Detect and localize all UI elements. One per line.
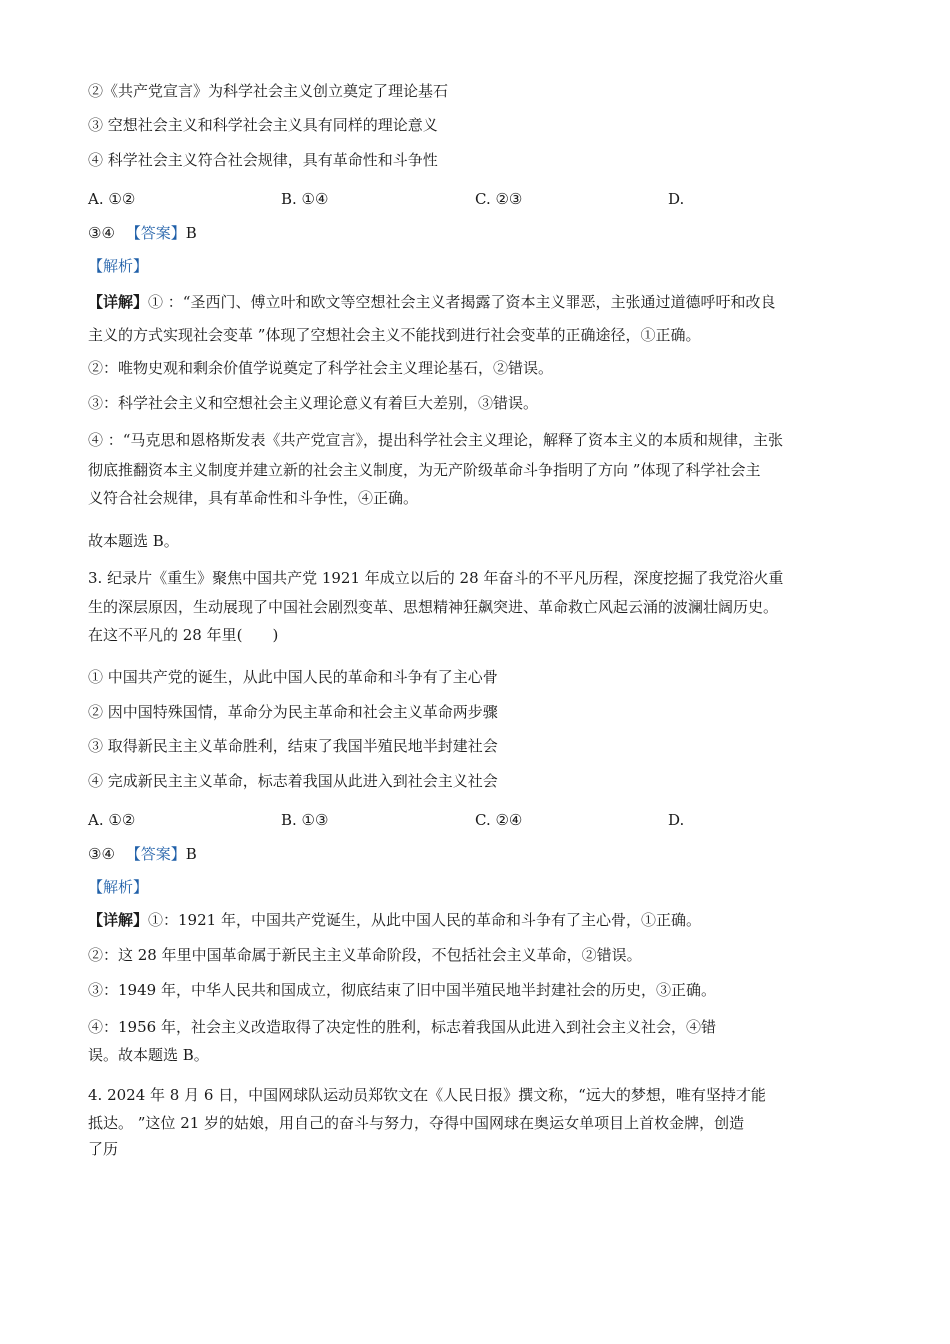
q2-detail-line-6: 彻底推翻资本主义制度并建立新的社会主义制度，为无产阶级革命斗争指明了方向 ”体现了科学社会主 <box>88 461 761 479</box>
q2-option-d: D. <box>668 190 685 208</box>
q2-detail-line-1 <box>88 292 775 312</box>
q2-answer-line <box>88 223 197 243</box>
q2-option-c: C. ②③ <box>475 190 523 208</box>
q2-option-d-value: ③④ <box>88 224 115 242</box>
q2-detail-line-4: ③：科学社会主义和空想社会主义理论意义有着巨大差别，③错误。 <box>88 394 539 412</box>
q3-stem-line-2: 生的深层原因，生动展现了中国社会剧烈变革、思想精神狂飙突进、革命救亡风起云涌的波澜壮阔历史。 <box>88 598 779 616</box>
q3-detail-text-1: ①：1921 年，中国共产党诞生，从此中国人民的革命和斗争有了主心骨，①正确。 <box>148 911 701 929</box>
q2-detail-line-7: 义符合社会规律，具有革命性和斗争性，④正确。 <box>88 489 419 507</box>
q2-detail-label: 【详解】 <box>88 293 149 311</box>
q3-option-d-value: ③④ <box>88 845 115 863</box>
q3-detail-label: 【详解】 <box>88 911 149 929</box>
q4-stem-line-3: 了历 <box>88 1140 119 1158</box>
q2-statement-4: ④ 科学社会主义符合社会规律，具有革命性和斗争性 <box>88 151 438 169</box>
q2-conclusion: 故本题选 B。 <box>88 532 179 550</box>
q3-statement-3: ③ 取得新民主主义革命胜利，结束了我国半殖民地半封建社会 <box>88 737 498 755</box>
q2-statement-3: ③ 空想社会主义和科学社会主义具有同样的理论意义 <box>88 116 438 134</box>
q3-option-d: D. <box>668 811 685 829</box>
q2-detail-line-2: 主义的方式实现社会变革 ”体现了空想社会主义不能找到进行社会变革的正确途径，①正确。 <box>88 326 701 344</box>
q2-detail-text-1: ① ：“圣西门、傅立叶和欧文等空想社会主义者揭露了资本主义罪恶，主张通过道德呼吁和改良 <box>148 293 776 311</box>
q2-answer-label: 【答案】 <box>125 224 186 242</box>
q3-stem-line-3: 在这不平凡的 28 年里( ) <box>88 626 279 644</box>
q3-detail-line-2: ②：这 28 年里中国革命属于新民主主义革命阶段，不包括社会主义革命，②错误。 <box>88 946 642 964</box>
q3-answer-label: 【答案】 <box>125 845 186 863</box>
q3-option-a: A. ①② <box>88 811 136 829</box>
q2-statement-2: ②《共产党宣言》为科学社会主义创立奠定了理论基石 <box>88 82 449 100</box>
q3-statement-4: ④ 完成新民主主义革命，标志着我国从此进入到社会主义社会 <box>88 772 498 790</box>
q2-detail-line-3: ②：唯物史观和剩余价值学说奠定了科学社会主义理论基石，②错误。 <box>88 359 554 377</box>
q3-analysis-label: 【解析】 <box>88 878 149 896</box>
q3-option-b: B. ①③ <box>281 811 329 829</box>
q4-stem-line-1: 4. 2024 年 8 月 6 日，中国网球队运动员郑钦文在《人民日报》撰文称，“远大的梦想，唯有坚持才能 <box>88 1086 766 1104</box>
q3-detail-line-1 <box>88 910 701 930</box>
q3-option-c: C. ②④ <box>475 811 523 829</box>
q2-analysis-label: 【解析】 <box>88 257 149 275</box>
q3-detail-line-4: ④：1956 年，社会主义改造取得了决定性的胜利，标志着我国从此进入到社会主义社会，④错 <box>88 1018 716 1036</box>
q2-option-a: A. ①② <box>88 190 136 208</box>
q3-stem-line-1: 3. 纪录片《重生》聚焦中国共产党 1921 年成立以后的 28 年奋斗的不平凡历程，深度挖掘了我党浴火重 <box>88 569 784 587</box>
q3-answer-line <box>88 844 197 864</box>
q2-answer-value: B <box>185 224 197 242</box>
q3-statement-2: ② 因中国特殊国情，革命分为民主革命和社会主义革命两步骤 <box>88 703 498 721</box>
q3-answer-value: B <box>185 845 197 863</box>
q2-detail-line-5: ④ ：“马克思和恩格斯发表《共产党宣言》，提出科学社会主义理论，解释了资本主义的本质和规律，主张 <box>88 431 783 449</box>
q2-option-b: B. ①④ <box>281 190 329 208</box>
q3-detail-line-3: ③：1949 年，中华人民共和国成立，彻底结束了旧中国半殖民地半封建社会的历史，③正确。 <box>88 981 716 999</box>
q3-statement-1: ① 中国共产党的诞生，从此中国人民的革命和斗争有了主心骨 <box>88 668 498 686</box>
q4-stem-line-2: 抵达。 ”这位 21 岁的姑娘，用自己的奋斗与努力，夺得中国网球在奥运女单项目上首枚金牌，创造 <box>88 1114 745 1132</box>
q3-detail-line-5: 误。故本题选 B。 <box>88 1046 209 1064</box>
